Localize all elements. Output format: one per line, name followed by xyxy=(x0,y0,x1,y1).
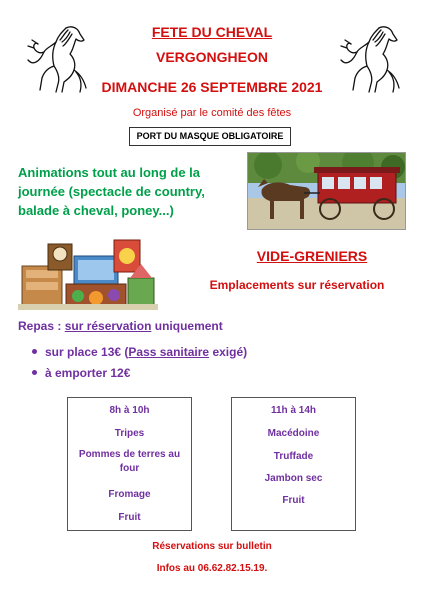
event-place: VERGONGHEON xyxy=(155,49,268,65)
flea-market-clipart xyxy=(18,238,158,314)
menu-item: Truffade xyxy=(273,451,314,462)
reservations-note: Réservations sur bulletin xyxy=(152,541,272,552)
bullet-icon xyxy=(32,370,37,375)
organizer-line: Organisé par le comité des fêtes xyxy=(132,107,292,119)
menu-item: Jambon sec xyxy=(264,473,323,484)
menu-item: Fruit xyxy=(118,512,141,523)
menu-box-morning xyxy=(67,397,192,531)
menu-item: Fruit xyxy=(282,495,305,506)
event-title: FETE DU CHEVAL xyxy=(151,24,273,40)
repas-suffix: uniquement xyxy=(151,319,223,333)
bullet-icon xyxy=(32,349,37,354)
menu-time: 8h à 10h xyxy=(109,405,150,416)
pass-sanitaire: Pass sanitaire xyxy=(128,345,210,359)
menu-item: Tripes xyxy=(114,428,145,439)
horse-carriage-photo xyxy=(247,152,406,230)
vide-greniers-title: VIDE-GRENIERS xyxy=(256,248,368,264)
repas-label: Repas : xyxy=(18,319,65,333)
event-date: DIMANCHE 26 SEPTEMBRE 2021 xyxy=(101,79,323,95)
menu-box-lunch xyxy=(231,397,356,531)
repas-item: sur place 13€ (Pass sanitaire exigé) xyxy=(32,345,247,359)
menu-item: Pommes de terres au four xyxy=(78,449,181,474)
menu-time: 11h à 14h xyxy=(270,405,317,416)
menu-item: Fromage xyxy=(108,489,151,500)
info-phone: Infos au 06.62.82.15.19. xyxy=(156,563,268,574)
menu-item: Macédoine xyxy=(267,428,320,439)
repas-item: à emporter 12€ xyxy=(32,366,130,380)
mask-notice: PORT DU MASQUE OBLIGATOIRE xyxy=(129,127,291,146)
animations-text: Animations tout au long de la journée (spectacle de country, balade à cheval, poney...) xyxy=(18,165,205,218)
repas-line xyxy=(18,319,223,333)
repas-reservation: sur réservation xyxy=(64,319,152,333)
vide-greniers-subtitle: Emplacements sur réservation xyxy=(209,278,385,292)
